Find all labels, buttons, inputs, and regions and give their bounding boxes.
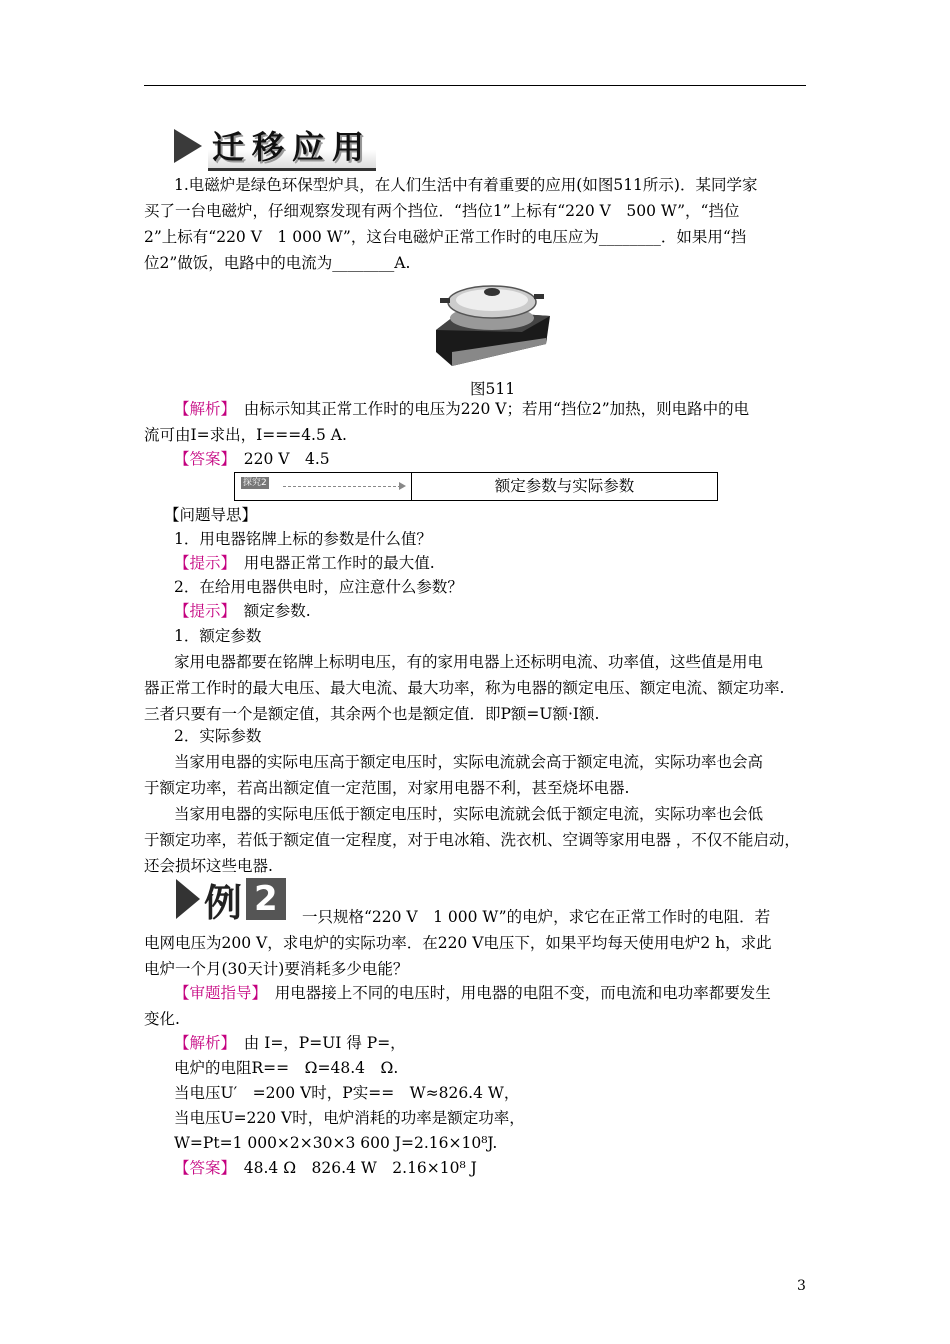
jiexi2-line3: 当电压U′ =200 V时，P实== W≈826.4 W，	[174, 1084, 520, 1102]
actual-line2: 于额定功率，若高出额定值一定范围，对家用电器不利，甚至烧坏电器.	[144, 779, 630, 797]
hint2	[174, 598, 311, 624]
hint1	[174, 550, 435, 576]
dashed-arrow-line	[283, 486, 401, 487]
example-label: 例	[204, 880, 243, 925]
figure-caption: 图511	[470, 380, 516, 398]
jiexi2-tag: 【解析】	[174, 1034, 229, 1052]
actual-line5: 还会损坏这些电器.	[144, 857, 273, 875]
q1-line1: 1.电磁炉是绿色环保型炉具，在人们生活中有着重要的应用(如图511所示)．某同学家	[174, 176, 758, 194]
rated-line3: 三者只要有一个是额定值，其余两个也是额定值．即P额=U额·I额.	[144, 705, 600, 723]
section-banner	[174, 126, 376, 166]
jiexi1-line2: 流可由I=求出，I===4.5 A.	[144, 426, 347, 444]
rated-heading: 1．额定参数	[174, 627, 262, 645]
triangle-icon	[176, 879, 200, 919]
answer2	[174, 1155, 477, 1181]
example-line2: 电网电压为200 V，求电炉的实际功率．在220 V电压下，如果平均每天使用电炉2 h，求此	[144, 934, 772, 952]
jiexi2-line5: W=Pt=1 000×2×30×3 600 J=2.16×10⁸J.	[174, 1134, 498, 1152]
answer2-text: 48.4 Ω 826.4 W 2.16×10⁸ J	[228, 1159, 477, 1177]
example-number: 2	[246, 878, 286, 920]
topic-title: 额定参数与实际参数	[494, 477, 635, 495]
answer2-tag: 【答案】	[174, 1159, 229, 1177]
jiexi2-text: 由 I=，P=UI 得 P=，	[228, 1034, 406, 1052]
guide-tag: 【审题指导】	[174, 984, 260, 1002]
q1-line4: 位2”做饭，电路中的电流为________A.	[144, 254, 411, 272]
header-rule	[144, 85, 806, 86]
jiexi1-text: 由标示知其正常工作时的电压为220 V；若用“挡位2”加热，则电路中的电	[228, 400, 750, 418]
jiexi2-line4: 当电压U=220 V时，电炉消耗的功率是额定功率，	[174, 1109, 525, 1127]
jiexi1-line1	[174, 396, 749, 422]
hint1-text: 用电器正常工作时的最大值.	[228, 554, 435, 572]
jiexi2-line2: 电炉的电阻R== Ω=48.4 Ω.	[174, 1059, 399, 1077]
guide-text: 用电器接上不同的电压时，用电器的电阻不变，而电流和电功率都要发生	[259, 984, 771, 1002]
guide-line2: 变化.	[144, 1010, 180, 1028]
jiexi1-tag: 【解析】	[174, 400, 229, 418]
q1-line3: 2”上标有“220 V 1 000 W”，这台电磁炉正常工作时的电压应为________．如果用“挡	[144, 228, 747, 246]
answer1-text: 220 V 4.5	[228, 450, 330, 468]
jiexi2-line1	[174, 1030, 406, 1056]
example-line1: 一只规格“220 V 1 000 W”的电炉，求它在正常工作时的电阻．若	[302, 908, 771, 926]
hint2-tag: 【提示】	[174, 602, 229, 620]
actual-line1: 当家用电器的实际电压高于额定电压时，实际电流就会高于额定电流，实际功率也会高	[174, 753, 764, 771]
example-line3: 电炉一个月(30天计)要消耗多少电能？	[144, 960, 409, 978]
answer1	[174, 446, 330, 472]
answer1-tag: 【答案】	[174, 450, 229, 468]
guide-line1	[174, 980, 771, 1006]
page-number: 3	[797, 1278, 806, 1294]
rated-line1: 家用电器都要在铭牌上标明电压，有的家用电器上还标明电流、功率值，这些值是用电	[174, 653, 764, 671]
actual-line3: 当家用电器的实际电压低于额定电压时，实际电流就会低于额定电流，实际功率也会低	[174, 805, 764, 823]
topic-badge: 探究2	[243, 478, 267, 488]
triangle-icon	[174, 129, 202, 163]
hint1-tag: 【提示】	[174, 554, 229, 572]
topic-table	[234, 472, 718, 501]
induction-cooker-image	[432, 280, 552, 368]
topic-badge-cell	[235, 473, 412, 500]
example-banner	[176, 876, 286, 925]
rated-line2: 器正常工作时的最大电压、最大电流、最大功率，称为电器的额定电压、额定电流、额定功率.	[144, 679, 785, 697]
arrow-right-icon	[399, 482, 406, 490]
hint2-text: 额定参数.	[228, 602, 311, 620]
wq1: 1．用电器铭牌上标的参数是什么值？	[174, 530, 432, 548]
actual-heading: 2．实际参数	[174, 727, 262, 745]
wenti-heading: 【问题导思】	[164, 506, 258, 524]
actual-line4: 于额定功率，若低于额定值一定程度，对于电冰箱、洗衣机、空调等家用电器 ，不仅不能启动，	[144, 831, 800, 849]
wq2: 2．在给用电器供电时，应注意什么参数？	[174, 578, 463, 596]
q1-line2: 买了一台电磁炉，仔细观察发现有两个挡位．“挡位1”上标有“220 V 500 W”，“挡位	[144, 202, 740, 220]
section-title: 迁移应用	[208, 122, 376, 171]
